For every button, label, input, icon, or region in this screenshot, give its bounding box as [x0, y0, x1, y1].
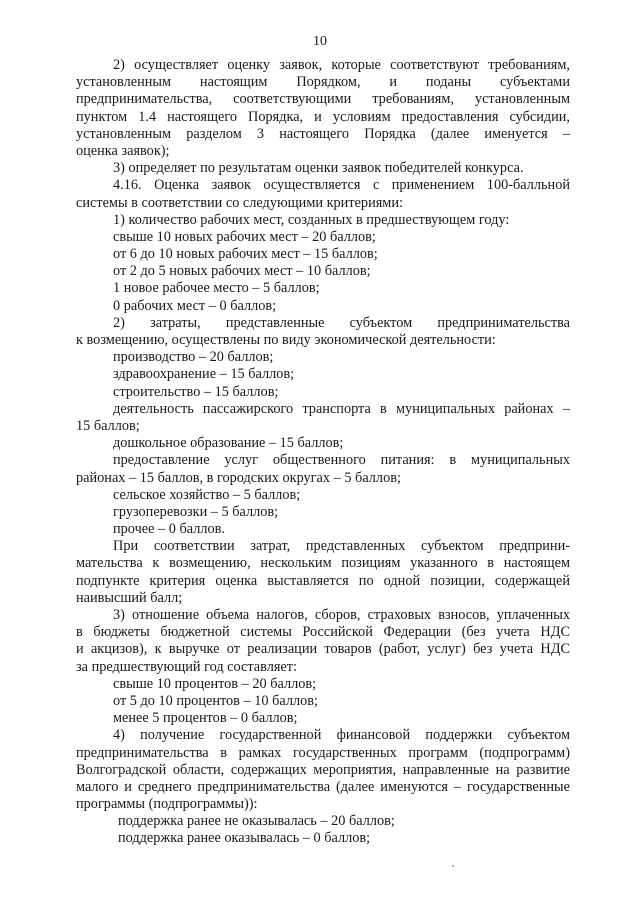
text-line: подпункте критерия оценка выставляется по одной позиции, содержащей [76, 572, 570, 589]
text-line: здравоохранение – 15 баллов; [113, 366, 295, 383]
text-line: от 6 до 10 новых рабочих мест – 15 баллов; [113, 246, 378, 263]
text-line: строительство – 15 баллов; [113, 383, 279, 400]
text-line: 3) определяет по результатам оценки заявок победителей конкурса. [113, 160, 524, 177]
text-line: 4.16. Оценка заявок осуществляется с применением 100-балльной [113, 177, 570, 194]
text-line: свыше 10 процентов – 20 баллов; [113, 675, 317, 692]
text-line: 1 новое рабочее место – 5 баллов; [113, 280, 320, 297]
text-line: в бюджеты бюджетной системы Российской Федерации (без учета НДС [76, 624, 570, 641]
text-line: 0 рабочих мест – 0 баллов; [113, 297, 277, 314]
text-line: к возмещению, осуществлены по виду экономической деятельности: [76, 332, 496, 348]
text-line: установленным разделом 3 настоящего Порядка (далее именуется – [76, 125, 570, 142]
text-line: производство – 20 баллов; [113, 349, 274, 366]
text-line: прочее – 0 баллов. [113, 521, 225, 538]
text-line: за предшествующий год составляет: [76, 658, 297, 675]
text-line: наивысший балл; [76, 589, 183, 606]
text-line: установленным настоящим Порядком, и поданы субъектами [76, 74, 570, 91]
text-line: предпринимательства в рамках государственных программ (подпрограмм) [76, 744, 570, 761]
text-line: пунктом 1.4 настоящего Порядка, и условиям предоставления субсидии, [76, 108, 570, 125]
text-line: мательства к возмещению, нескольким позициям указанного в настоящем [76, 555, 570, 572]
text-line: и акцизов), к выручке от реализации товаров (работ, услуг) без учета НДС [76, 641, 570, 658]
text-line: от 2 до 5 новых рабочих мест – 10 баллов; [113, 263, 371, 280]
text-line: При соответствии затрат, представленных субъектом предприни- [113, 538, 570, 555]
text-line: 3) отношение объема налогов, сборов, страховых взносов, уплаченных [113, 607, 570, 623]
text-line: поддержка ранее оказывалась – 0 баллов; [118, 830, 371, 847]
page-number: 10 [313, 34, 327, 49]
text-line: 1) количество рабочих мест, созданных в предшествующем году: [113, 211, 510, 228]
text-line: предоставление услуг общественного питания: в муниципальных [113, 452, 570, 469]
text-line: Волгоградской области, содержащих мероприятия, направленные на развитие [76, 761, 570, 778]
text-line: 2) затраты, представленные субъектом предпринимательства [113, 314, 570, 331]
text-line: оценка заявок); [76, 142, 170, 159]
text-line: поддержка ранее не оказывалась – 20 баллов; [118, 813, 395, 830]
text-line: предпринимательства, соответствующими требованиям, установленным [76, 91, 570, 108]
text-line: районах – 15 баллов, в городских округах – 5 баллов; [76, 469, 401, 486]
text-line: грузоперевозки – 5 баллов; [113, 503, 279, 520]
scan-speck [452, 865, 454, 867]
text-line: малого и среднего предпринимательства (далее именуются – государственные [76, 778, 570, 795]
document-body [76, 57, 570, 848]
text-line: деятельность пассажирского транспорта в муниципальных районах – [113, 400, 570, 417]
text-line: 4) получение государственной финансовой поддержки субъектом [113, 727, 570, 744]
text-line: программы (подпрограммы)): [76, 796, 258, 813]
text-line: 15 баллов; [76, 417, 140, 434]
text-line: сельское хозяйство – 5 баллов; [113, 486, 301, 503]
text-line: системы в соответствии со следующими критериями: [76, 194, 403, 211]
text-line: свыше 10 новых рабочих мест – 20 баллов; [113, 228, 376, 245]
text-line: от 5 до 10 процентов – 10 баллов; [113, 692, 318, 709]
text-line: 2) осуществляет оценку заявок, которые соответствуют требованиям, [113, 57, 570, 73]
text-line: менее 5 процентов – 0 баллов; [113, 710, 298, 727]
text-line: дошкольное образование – 15 баллов; [113, 435, 344, 452]
